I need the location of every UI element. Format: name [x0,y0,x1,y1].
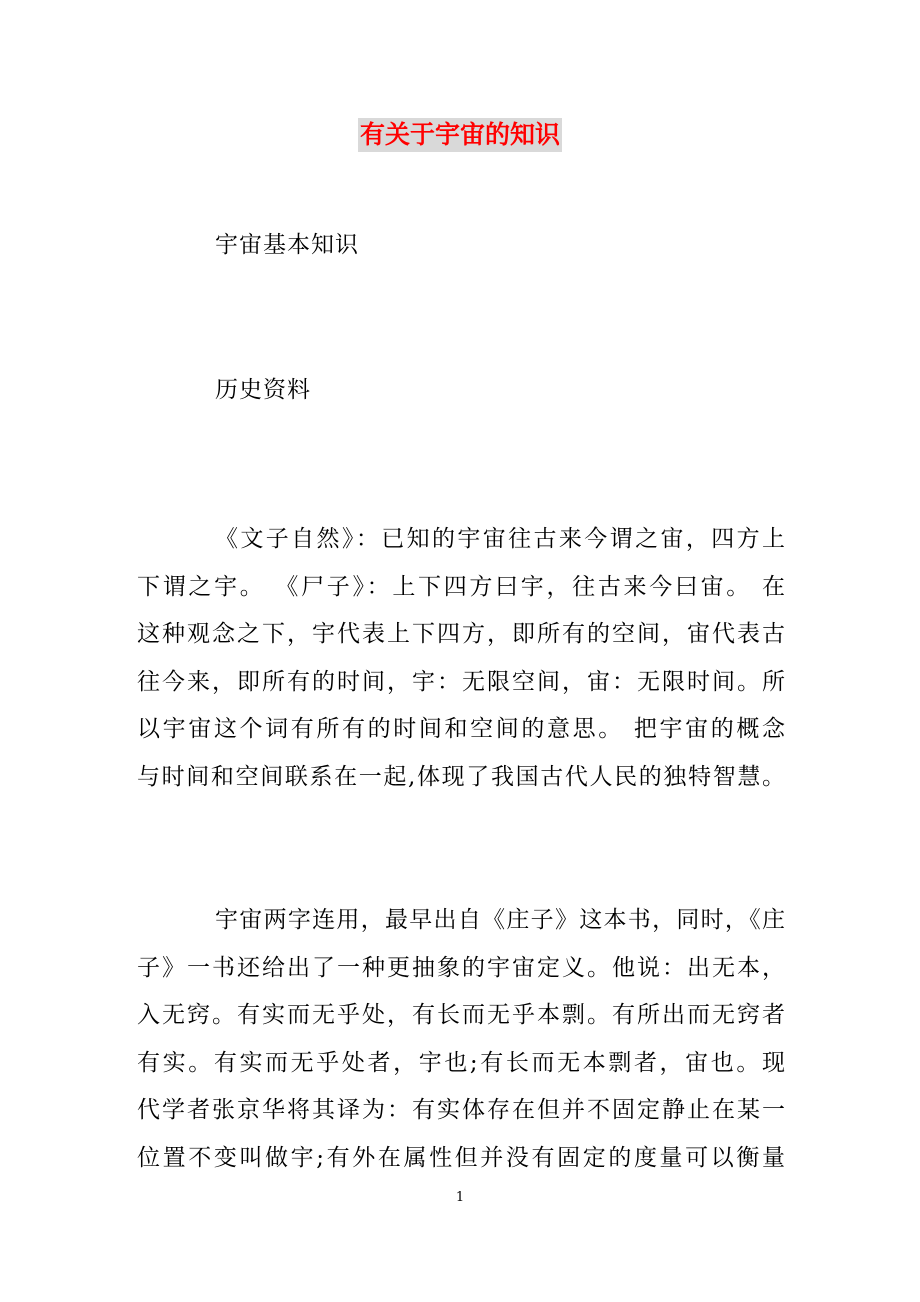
text-line: 子》一书还给出了一种更抽象的宇宙定义。他说：出无本， [137,954,785,981]
text-line: 下谓之宇。 《尸子》：上下四方曰宇，往古来今曰宙。 在 [137,573,785,600]
paragraph-1 [137,516,785,802]
text-line: 《文子自然》：已知的宇宙往古来今谓之宙，四方上 [215,526,785,552]
text-line: 以宇宙这个词有所有的时间和空间的意思。 把宇宙的概念 [137,716,785,743]
section-heading-history: 历史资料 [215,377,311,403]
section-heading-basic-knowledge: 宇宙基本知识 [215,232,359,258]
text-line: 宇宙两字连用，最早出自《庄子》这本书，同时，《庄 [215,907,785,933]
text-line: 与时间和空间联系在一起,体现了我国古代人民的独特智慧。 [137,763,785,790]
text-line: 这种观念之下，宇代表上下四方，即所有的空间，宙代表古 [137,621,785,648]
paragraph-2 [137,897,785,1183]
text-line: 入无窍。有实而无乎处，有长而无乎本剽。有所出而无窍者 [137,1002,785,1029]
page-number: 1 [455,1190,465,1205]
text-line: 位置不变叫做宇;有外在属性但并没有固定的度量可以衡量 [137,1144,785,1171]
text-line: 代学者张京华将其译为：有实体存在但并不固定静止在某一 [137,1097,785,1124]
text-line: 往今来，即所有的时间，宇：无限空间，宙：无限时间。所 [137,668,785,695]
document-title: 有关于宇宙的知识 [358,118,562,152]
title-container [0,118,920,152]
text-line: 有实。有实而无乎处者，宇也;有长而无本剽者，宙也。现 [137,1049,785,1076]
